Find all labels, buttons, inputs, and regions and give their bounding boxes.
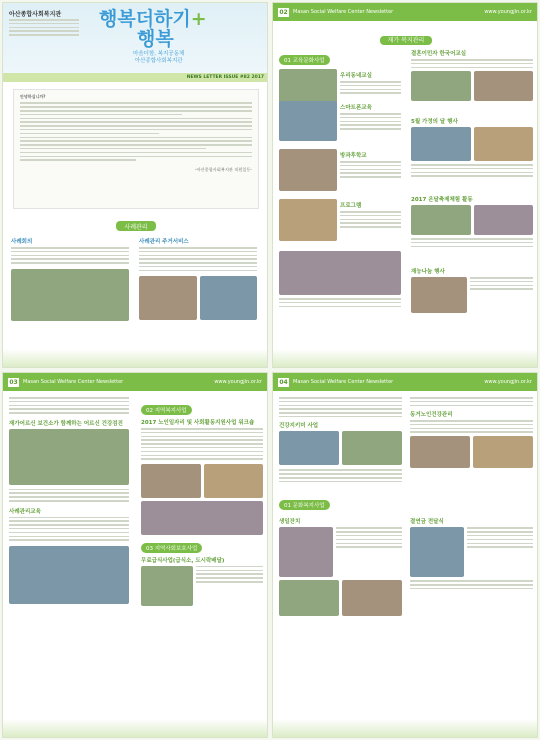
section-head: 02 지역복지사업 xyxy=(141,405,192,415)
issue-number: NEWS LETTER ISSUE #82 2017 xyxy=(186,75,264,80)
block-1 xyxy=(279,47,401,107)
page-number: 02 xyxy=(279,8,288,16)
newsletter-title xyxy=(99,9,207,49)
right-column xyxy=(139,235,257,320)
page-1 xyxy=(2,2,268,368)
section-label: 사례관리 xyxy=(116,221,155,231)
page-title-wrap xyxy=(273,27,538,46)
page-header xyxy=(273,3,537,21)
block-3 xyxy=(279,149,401,191)
subsection-title: 재가어르신 보건소가 함께하는 어르신 건강검진 xyxy=(9,420,123,427)
greeting-text xyxy=(20,102,252,160)
org-info xyxy=(9,19,79,36)
page-4 xyxy=(272,372,538,738)
subsection-title: 2017 노인일자리 및 사회활동지원사업 워크숍 xyxy=(141,420,255,426)
right-block-3 xyxy=(411,193,533,247)
subsection-title: 동거노인건강관리 xyxy=(410,412,453,419)
case-meeting-title: 사례회의 xyxy=(11,239,33,245)
page-decoration xyxy=(3,349,268,367)
title-plus: + xyxy=(190,8,207,30)
page-number: 03 xyxy=(9,378,18,386)
header-title: Masan Social Welfare Center Newsletter xyxy=(293,379,394,385)
photo xyxy=(279,101,337,141)
header-url: www.youngjin.or.kr xyxy=(214,379,262,385)
subsection-title: 사례관리교육 xyxy=(9,508,41,515)
slogan xyxy=(133,51,184,65)
page-decoration xyxy=(3,719,268,737)
header-url: www.youngjin.or.kr xyxy=(484,9,532,15)
block-4 xyxy=(279,199,401,241)
housing-photo-2 xyxy=(200,276,258,320)
slogan-line-1: 마음더함, 복지공동체 xyxy=(133,51,185,57)
subsection-title: 재능나눔 행사 xyxy=(411,269,445,275)
page-2 xyxy=(272,2,538,368)
page-number: 04 xyxy=(279,378,288,386)
greeting-signature: -아산종합사회복지관 직원일동- xyxy=(195,166,252,172)
section-head: 01 교육문화사업 xyxy=(279,55,330,65)
subsection-title: 결연금 전달식 xyxy=(410,519,444,526)
left-column xyxy=(11,235,129,321)
photo xyxy=(279,251,401,295)
subsection-title: 방과후학교 xyxy=(340,153,367,159)
header-title: Masan Social Welfare Center Newsletter xyxy=(293,9,394,15)
photo xyxy=(9,546,129,604)
page-title: 재가 복지관리 xyxy=(380,36,433,45)
subsection-title: 생일잔치 xyxy=(279,519,301,526)
page-decoration xyxy=(273,349,538,367)
block-2 xyxy=(279,101,401,141)
housing-service-title: 사례관리 주거서비스 xyxy=(139,239,189,245)
right-column xyxy=(141,397,263,606)
subsection-title: 무료급식사업(급식소, 도시락배달) xyxy=(141,557,225,564)
section-head: 03 지역사회보호사업 xyxy=(141,543,202,553)
page-content xyxy=(279,397,533,616)
block-5 xyxy=(279,251,401,307)
subsection-title: 결혼이민자 한국어교실 xyxy=(411,51,467,57)
housing-photo-1 xyxy=(139,276,197,320)
subsection-title: 우리동네교실 xyxy=(340,73,372,79)
right-block-4 xyxy=(411,265,533,313)
section-head: 01 문화복지사업 xyxy=(279,500,330,510)
photo xyxy=(9,429,129,485)
greeting-title: 안녕하십니까? xyxy=(20,94,46,99)
photo xyxy=(141,501,263,535)
header-title: Masan Social Welfare Center Newsletter xyxy=(23,379,124,385)
subsection-title: 스마트폰교육 xyxy=(340,105,372,111)
page-3 xyxy=(2,372,268,738)
subsection-title: 2017 온달축제체험 활동 xyxy=(411,197,473,203)
right-block-2 xyxy=(411,115,533,177)
subsection-title: 건강지키미 사업 xyxy=(279,423,319,430)
photo xyxy=(279,199,337,241)
issue-bar xyxy=(3,73,268,82)
greeting-box xyxy=(13,89,259,209)
org-logo: 아산종합사회복지관 xyxy=(9,11,62,18)
page-header xyxy=(273,373,537,391)
left-column xyxy=(9,397,129,604)
subsection-title: 5월 가정의 달 행사 xyxy=(411,119,458,125)
page-header xyxy=(3,373,267,391)
title-line-1: 행복더하기 xyxy=(99,8,191,30)
page-decoration xyxy=(273,719,538,737)
slogan-line-2: 아산종합사회복지관 xyxy=(134,58,183,64)
right-block-1 xyxy=(411,47,533,101)
header-url: www.youngjin.or.kr xyxy=(484,379,532,385)
subsection-title: 프로그램 xyxy=(340,203,362,209)
case-meeting-photo xyxy=(11,269,129,321)
section-ribbon xyxy=(3,221,268,231)
photo xyxy=(279,149,337,191)
title-line-2: 행복 xyxy=(137,28,174,50)
